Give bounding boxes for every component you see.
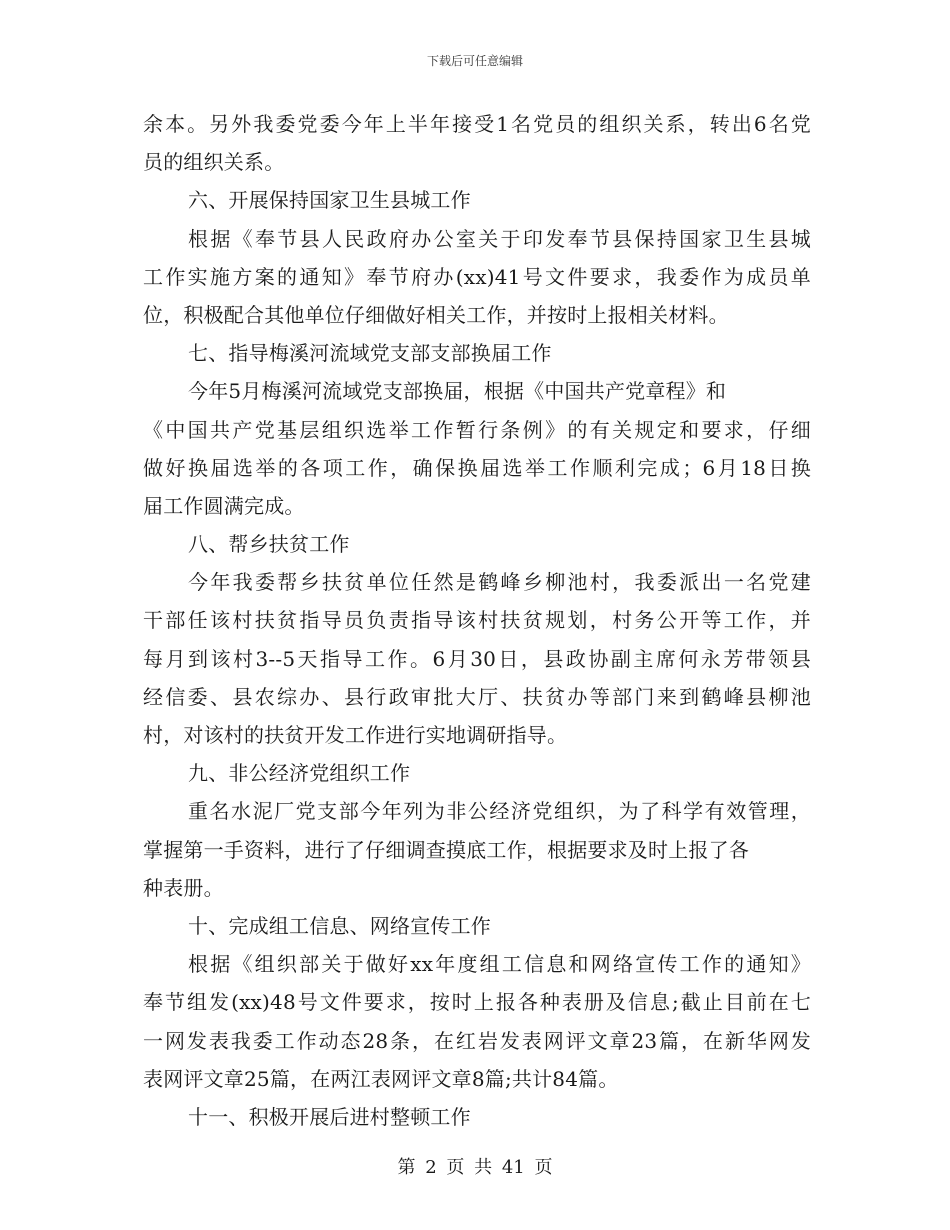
text-line: 《中国共产党基层组织选举工作暂行条例》的有关规定和要求，仔细: [143, 417, 811, 442]
text-line: 每月到该村3--5天指导工作。6月30日，县政协副主席何永芳带领县: [143, 646, 811, 671]
text-line: 掌握第一手资料，进行了仔细调查摸底工作，根据要求及时上报了各: [143, 837, 749, 862]
text-line: 十一、积极开展后进村整顿工作: [188, 1104, 471, 1129]
text-line: 今年5月梅溪河流域党支部换届，根据《中国共产党章程》和: [188, 379, 727, 404]
text-line: 表网评文章25篇，在两江表网评文章8篇;共计84篇。: [143, 1066, 619, 1091]
text-line: 六、开展保持国家卫生县城工作: [188, 188, 471, 213]
page-footer: 第 2 页 共 41 页: [397, 1157, 553, 1178]
text-line: 员的组织关系。: [143, 150, 285, 175]
text-line: 今年我委帮乡扶贫单位任然是鹤峰乡柳池村，我委派出一名党建: [188, 570, 811, 595]
text-line: 根据《奉节县人民政府办公室关于印发奉节县保持国家卫生县城: [188, 226, 811, 251]
page-header: 下载后可任意编辑: [426, 54, 523, 68]
text-line: 奉节组发(xx)48号文件要求，按时上报各种表册及信息;截止目前在七: [143, 990, 811, 1015]
text-line: 种表册。: [143, 875, 224, 900]
text-line: 九、非公经济党组织工作: [188, 761, 411, 786]
text-line: 八、帮乡扶贫工作: [188, 532, 350, 557]
text-line: 经信委、县农综办、县行政审批大厅、扶贫办等部门来到鹤峰县柳池: [143, 684, 811, 709]
text-line: 位，积极配合其他单位仔细做好相关工作，并按时上报相关材料。: [143, 302, 729, 327]
text-line: 七、指导梅溪河流域党支部支部换届工作: [188, 341, 552, 366]
text-line: 村，对该村的扶贫开发工作进行实地调研指导。: [143, 723, 568, 747]
text-line: 一网发表我委工作动态28条，在红岩发表网评文章23篇，在新华网发: [143, 1028, 811, 1053]
text-line: 届工作圆满完成。: [143, 493, 305, 518]
document-body: [143, 105, 811, 1136]
text-line: 做好换届选举的各项工作，确保换届选举工作顺利完成；6月18日换: [143, 455, 811, 480]
text-line: 十、完成组工信息、网络宣传工作: [188, 913, 491, 938]
text-line: 工作实施方案的通知》奉节府办(xx)41号文件要求，我委作为成员单: [143, 264, 811, 289]
text-line: 根据《组织部关于做好xx年度组工信息和网络宣传工作的通知》: [188, 952, 811, 977]
text-line: 干部任该村扶贫指导员负责指导该村扶贫规划，村务公开等工作，并: [143, 608, 811, 633]
text-line: 余本。另外我委党委今年上半年接受1名党员的组织关系，转出6名党: [143, 112, 811, 136]
text-line: 重名水泥厂党支部今年列为非公经济党组织，为了科学有效管理，: [188, 799, 811, 824]
